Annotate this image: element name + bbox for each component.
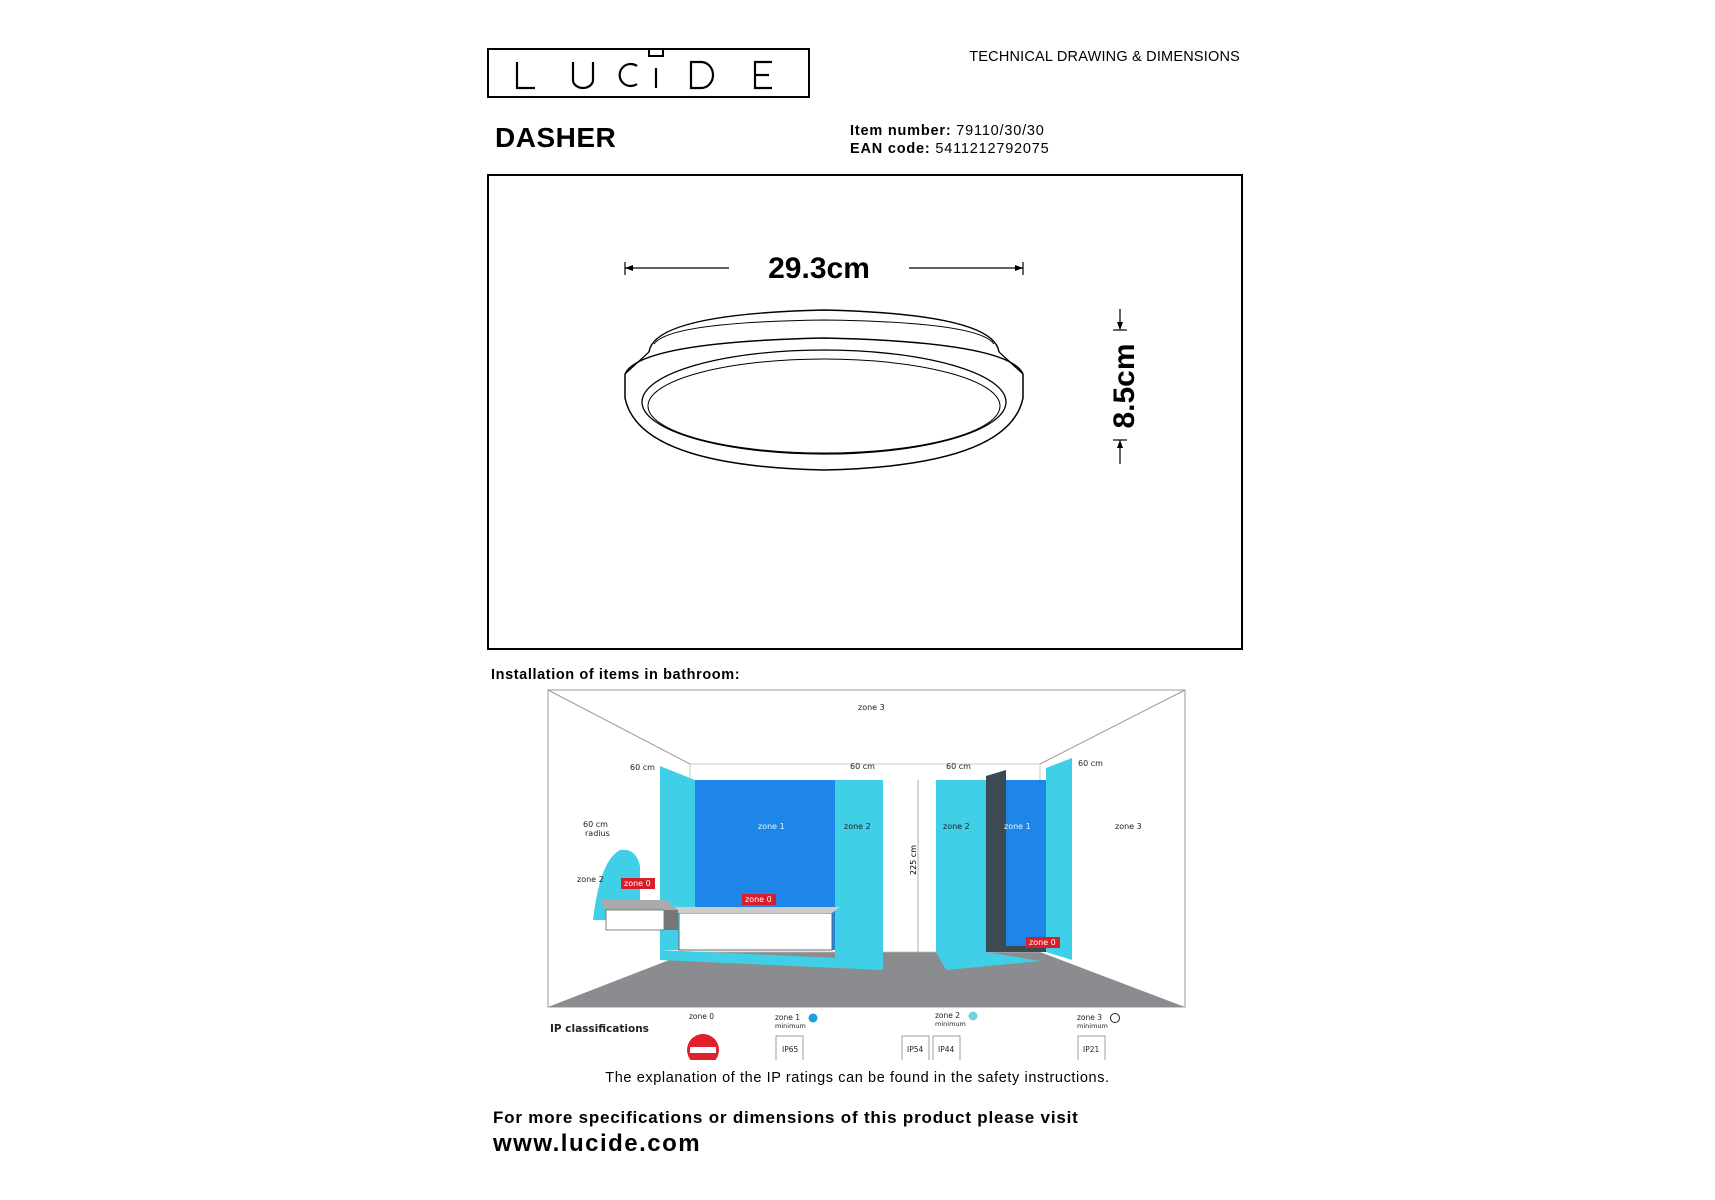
item-number-label: Item number: (850, 123, 952, 139)
dim-60-left-bath: 60 cm (850, 762, 875, 771)
zone2-right (936, 780, 986, 952)
ip54-label: IP54 (907, 1045, 924, 1054)
dim-60-right-corner: 60 cm (1078, 759, 1103, 768)
zone1-left-label: zone 1 (758, 822, 785, 831)
more-specs-text: For more specifications or dimensions of this product please visit (493, 1108, 1079, 1127)
technical-drawing (487, 174, 1243, 650)
ip-zone0-label: zone 0 (689, 1012, 715, 1021)
ip-zone1-min: minimum (775, 1022, 806, 1030)
height-label: 8.5cm (1108, 343, 1141, 429)
zone3-top: zone 3 (858, 703, 885, 712)
dim-60-right-shower: 60 cm (946, 762, 971, 771)
zone0-bath-label: zone 0 (745, 895, 772, 904)
zone2-right-label: zone 2 (943, 822, 970, 831)
product-name: DASHER (495, 122, 617, 153)
zone0-shower-label: zone 0 (1029, 938, 1056, 947)
ip-zone3-min: minimum (1077, 1022, 1108, 1030)
ip-title: IP classifications (550, 1023, 649, 1035)
ip44-label: IP44 (938, 1045, 955, 1054)
dim-60-radius: 60 cm (583, 820, 608, 829)
dim-60-left-corner: 60 cm (630, 763, 655, 772)
zone2-sink-label: zone 2 (577, 875, 604, 884)
ip-ratings-note: The explanation of the IP ratings can be found in the safety instructions. (605, 1070, 1110, 1086)
zone3-dot-icon (1111, 1014, 1120, 1023)
item-number-value: 79110/30/30 (956, 123, 1045, 139)
document-type: TECHNICAL DRAWING & DIMENSIONS (969, 49, 1240, 65)
dim-225: 225 cm (909, 844, 918, 876)
sink (606, 910, 664, 930)
lucide-logo-mark (489, 50, 812, 100)
zone2-left-label: zone 2 (844, 822, 871, 831)
lamp-outline (625, 310, 1023, 470)
lamp-drawing (489, 176, 1245, 652)
ean-code-label: EAN code: (850, 141, 931, 157)
zone0-sink-label: zone 0 (624, 879, 651, 888)
shower-glass (986, 770, 1006, 952)
ip21-label: IP21 (1083, 1045, 1100, 1054)
ip65-label: IP65 (782, 1045, 799, 1054)
width-label: 29.3cm (768, 252, 870, 285)
ip-zone1-label: zone 1 (775, 1013, 801, 1022)
bathroom-section-title: Installation of items in bathroom: (491, 667, 741, 683)
zone2-right-side (1046, 758, 1072, 960)
bathroom-zone-diagram (540, 688, 1190, 1060)
dim-radius-label: radius (585, 829, 610, 838)
zone2-dot-icon (969, 1012, 978, 1021)
ean-code-value: 5411212792075 (935, 141, 1050, 157)
zone1-right-label: zone 1 (1004, 822, 1031, 831)
zone1-dot-icon (809, 1014, 818, 1023)
item-number (850, 123, 1045, 139)
zone2-left (835, 780, 883, 960)
ip-zone3-label: zone 3 (1077, 1013, 1103, 1022)
ean-code (850, 141, 1050, 157)
ip-zone2-label: zone 2 (935, 1011, 961, 1020)
zone3-right: zone 3 (1115, 822, 1142, 831)
bathtub (679, 913, 832, 950)
website-link[interactable]: www.lucide.com (493, 1130, 702, 1157)
lucide-logo (487, 48, 810, 98)
ip-zone2-min: minimum (935, 1020, 966, 1028)
